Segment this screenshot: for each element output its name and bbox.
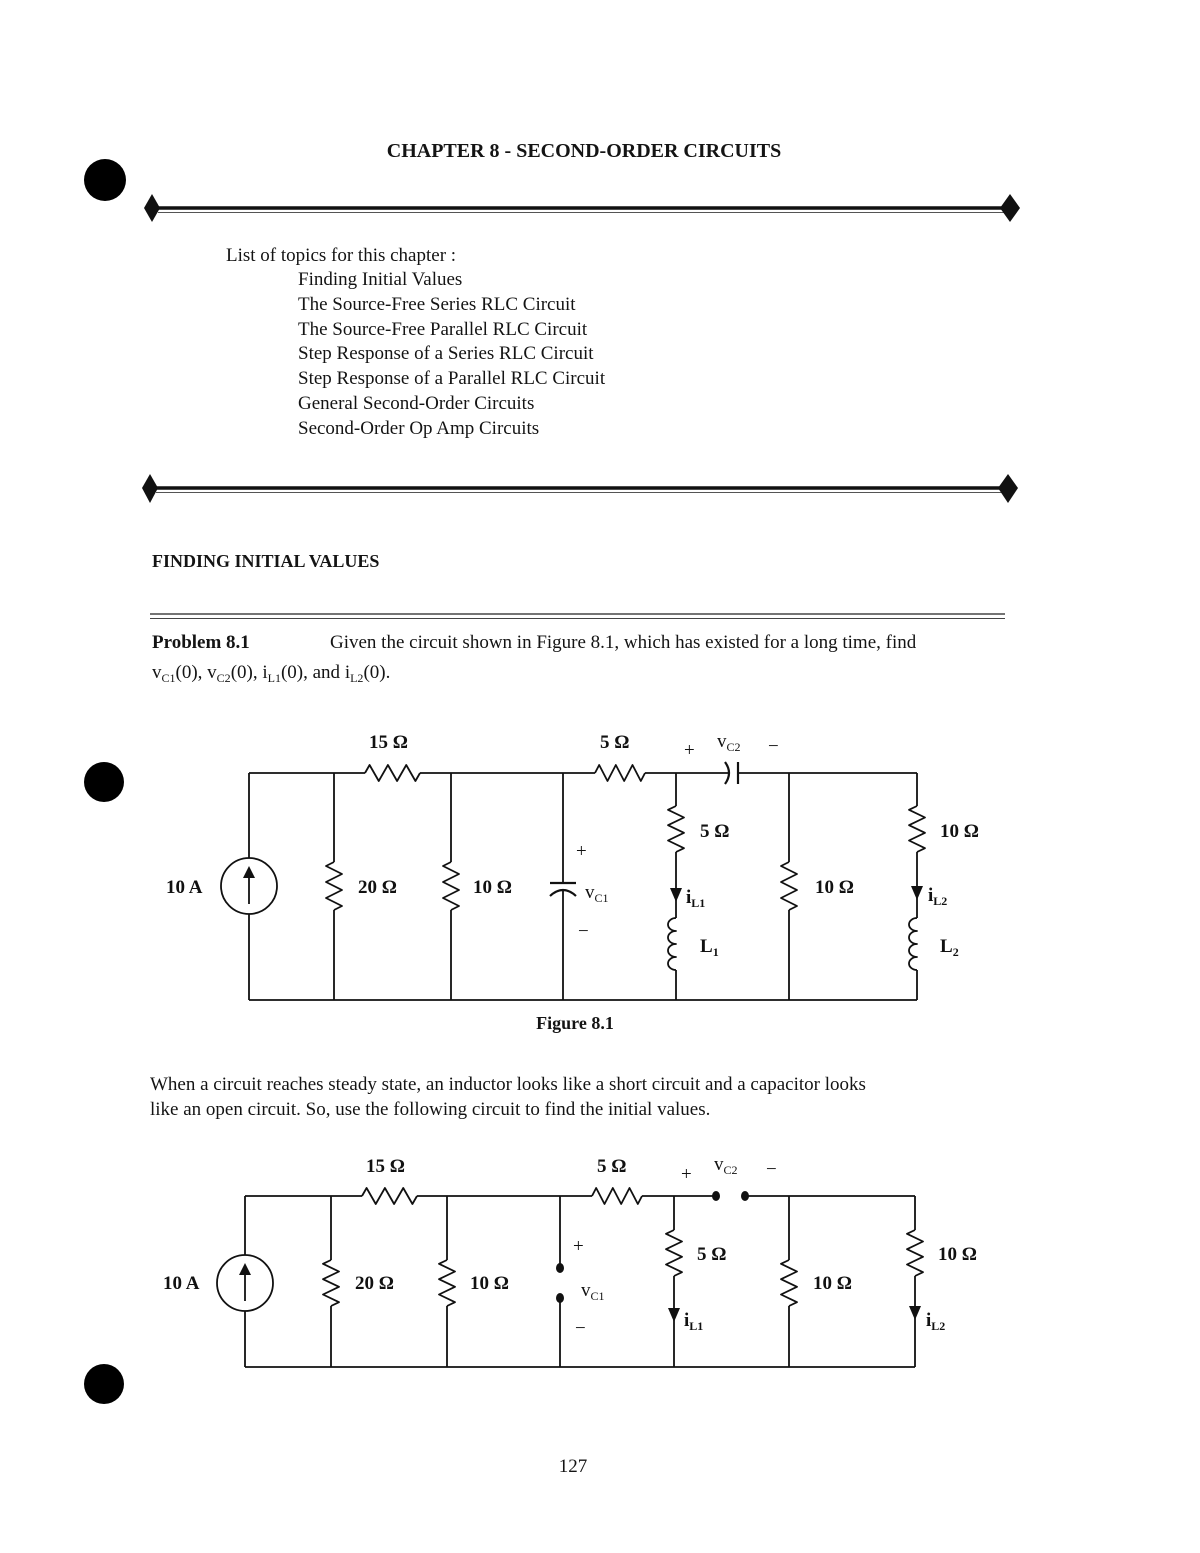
l2-subscript: 2 [952, 945, 959, 959]
r-series-right-label: 5 Ω [597, 1156, 627, 1177]
explanation-paragraph [150, 1072, 866, 1122]
explanation-line: When a circuit reaches steady state, an inductor looks like a short circuit and a capacitor looks [150, 1074, 866, 1095]
resistor-5-ohm-branch [666, 1230, 682, 1276]
resistor-20-ohm [326, 862, 342, 910]
r-shunt-1-label: 20 Ω [355, 1273, 394, 1294]
unknown-symbol: i [262, 662, 268, 683]
unknown-subscript: C2 [216, 671, 231, 685]
unknown-symbol: v [152, 662, 162, 683]
vc2-plus-sign: + [684, 740, 695, 761]
r-series-right-label: 5 Ω [600, 732, 630, 753]
unknown-il2 [345, 662, 391, 683]
diamond-right-icon [998, 474, 1018, 503]
topics-list [298, 268, 605, 442]
il1-symbol: i [684, 1310, 690, 1331]
punch-hole-top [84, 159, 126, 201]
unknown-subscript: L1 [267, 671, 281, 685]
vc1-symbol: v [585, 882, 595, 903]
problem-label: Problem 8.1 [152, 632, 250, 653]
unknown-symbol: i [344, 662, 351, 683]
vc1-minus-sign: − [575, 1318, 586, 1339]
vc1-plus-sign: + [576, 841, 587, 862]
divider-bottom [142, 474, 1018, 503]
topic-item: Step Response of a Parallel RLC Circuit [298, 368, 606, 390]
il1-subscript: L1 [689, 1319, 704, 1333]
l2-label [940, 936, 959, 959]
vc2-label [717, 731, 741, 754]
l1-subscript: 1 [712, 945, 719, 959]
inductor-l2 [909, 918, 917, 970]
source-label: 10 A [163, 1273, 200, 1294]
resistor-10-ohm-branch [907, 1230, 923, 1276]
r-series-left-label: 15 Ω [366, 1156, 405, 1177]
r-shunt-1-label: 20 Ω [358, 877, 397, 898]
resistor-15-ohm [362, 1188, 417, 1204]
topic-item: General Second-Order Circuits [298, 392, 535, 414]
vc2-minus-sign: − [766, 1159, 777, 1180]
problem-unknowns [152, 662, 391, 685]
unknown-tail: (0), [175, 662, 208, 683]
r-shunt-3-label: 10 Ω [813, 1273, 852, 1294]
unknown-il1 [262, 662, 344, 683]
vc1-label [585, 882, 609, 905]
explanation-line: like an open circuit. So, use the following circuit to find the initial values. [150, 1099, 711, 1120]
il2-subscript: L2 [931, 1319, 946, 1333]
open-terminal-c1-bottom [556, 1293, 564, 1303]
inductor-l1 [668, 918, 676, 970]
open-terminal-c2-right [741, 1191, 749, 1201]
figure-caption: Figure 8.1 [536, 1013, 614, 1033]
vc1-label [581, 1280, 605, 1303]
unknown-vc1 [152, 662, 207, 683]
topic-item: Finding Initial Values [298, 269, 463, 290]
r-branch-l1-label: 5 Ω [697, 1244, 727, 1265]
il2-symbol: i [926, 1310, 932, 1331]
r-series-left-label: 15 Ω [369, 732, 408, 753]
r-branch-l1-label: 5 Ω [700, 821, 730, 842]
vc2-minus-sign: − [768, 736, 779, 757]
resistor-5-ohm-series [595, 765, 645, 781]
arrow-up-icon [243, 866, 255, 878]
l2-symbol: L [940, 936, 953, 957]
r-shunt-3-label: 10 Ω [815, 877, 854, 898]
vc2-plus-sign: + [681, 1164, 692, 1185]
vc2-subscript: C2 [726, 740, 741, 754]
vc1-subscript: C1 [590, 1289, 605, 1303]
page-number: 127 [558, 1456, 588, 1477]
open-terminal-c2-left [712, 1191, 720, 1201]
diamond-left-icon [144, 194, 160, 222]
resistor-20-ohm [323, 1260, 339, 1306]
r-branch-l2-label: 10 Ω [938, 1244, 977, 1265]
topic-item: Step Response of a Series RLC Circuit [298, 343, 594, 365]
current-arrow-il1-icon [670, 888, 682, 902]
resistor-15-ohm [365, 765, 420, 781]
diamond-left-icon [142, 474, 158, 503]
unknown-subscript: C1 [161, 671, 176, 685]
current-arrow-il1-icon [668, 1308, 680, 1322]
topic-item: Second-Order Op Amp Circuits [298, 417, 540, 439]
divider-top [144, 194, 1020, 222]
vc1-symbol: v [581, 1280, 591, 1301]
resistor-10-ohm-shunt [439, 1260, 455, 1306]
topic-item: The Source-Free Parallel RLC Circuit [298, 318, 588, 340]
figure-8-1-circuit [0, 720, 1200, 1020]
current-source [217, 1255, 273, 1311]
il1-label [686, 887, 705, 910]
resistor-10-ohm-shunt-right [781, 862, 797, 910]
r-shunt-2-label: 10 Ω [470, 1273, 509, 1294]
r-branch-l2-label: 10 Ω [940, 821, 979, 842]
r-shunt-2-label: 10 Ω [473, 877, 512, 898]
current-source [221, 858, 277, 914]
vc2-symbol: v [714, 1154, 724, 1175]
unknown-vc2 [207, 662, 262, 683]
l1-symbol: L [700, 936, 713, 957]
il1-symbol: i [686, 887, 692, 908]
unknown-tail: (0), [230, 662, 263, 683]
vc1-subscript: C1 [594, 891, 609, 905]
resistor-10-ohm-shunt [443, 862, 459, 910]
topics-heading: List of topics for this chapter : [226, 245, 457, 266]
il1-label [684, 1310, 703, 1333]
chapter-title: CHAPTER 8 - SECOND-ORDER CIRCUITS [386, 140, 782, 162]
unknown-tail: (0), and [280, 662, 345, 683]
resistor-5-ohm-branch [668, 806, 684, 852]
current-arrow-il2-icon [911, 886, 923, 900]
resistor-5-ohm-series [592, 1188, 642, 1204]
resistor-10-ohm-branch [909, 806, 925, 852]
arrow-up-icon [239, 1263, 251, 1275]
diamond-right-icon [1000, 194, 1020, 222]
il2-label [928, 885, 947, 908]
problem-statement: Given the circuit shown in Figure 8.1, which has existed for a long time, find [330, 632, 917, 653]
vc2-label [714, 1154, 738, 1177]
section-heading: FINDING INITIAL VALUES [152, 551, 380, 571]
il2-subscript: L2 [933, 894, 948, 908]
section-double-rule [150, 614, 1005, 619]
unknown-tail: (0). [363, 662, 391, 683]
il2-label [926, 1310, 945, 1333]
vc2-symbol: v [717, 731, 727, 752]
steady-state-circuit [0, 1150, 1200, 1380]
vc1-plus-sign: + [573, 1236, 584, 1257]
unknown-symbol: v [207, 662, 217, 683]
vc2-subscript: C2 [723, 1163, 738, 1177]
topic-item: The Source-Free Series RLC Circuit [298, 293, 576, 315]
il2-symbol: i [928, 885, 934, 906]
source-label: 10 A [166, 877, 203, 898]
l1-label [700, 936, 719, 959]
resistor-10-ohm-shunt-right [781, 1260, 797, 1306]
current-arrow-il2-icon [909, 1306, 921, 1320]
open-terminal-c1-top [556, 1263, 564, 1273]
vc1-minus-sign: − [578, 921, 589, 942]
il1-subscript: L1 [691, 896, 706, 910]
unknown-subscript: L2 [350, 671, 364, 685]
